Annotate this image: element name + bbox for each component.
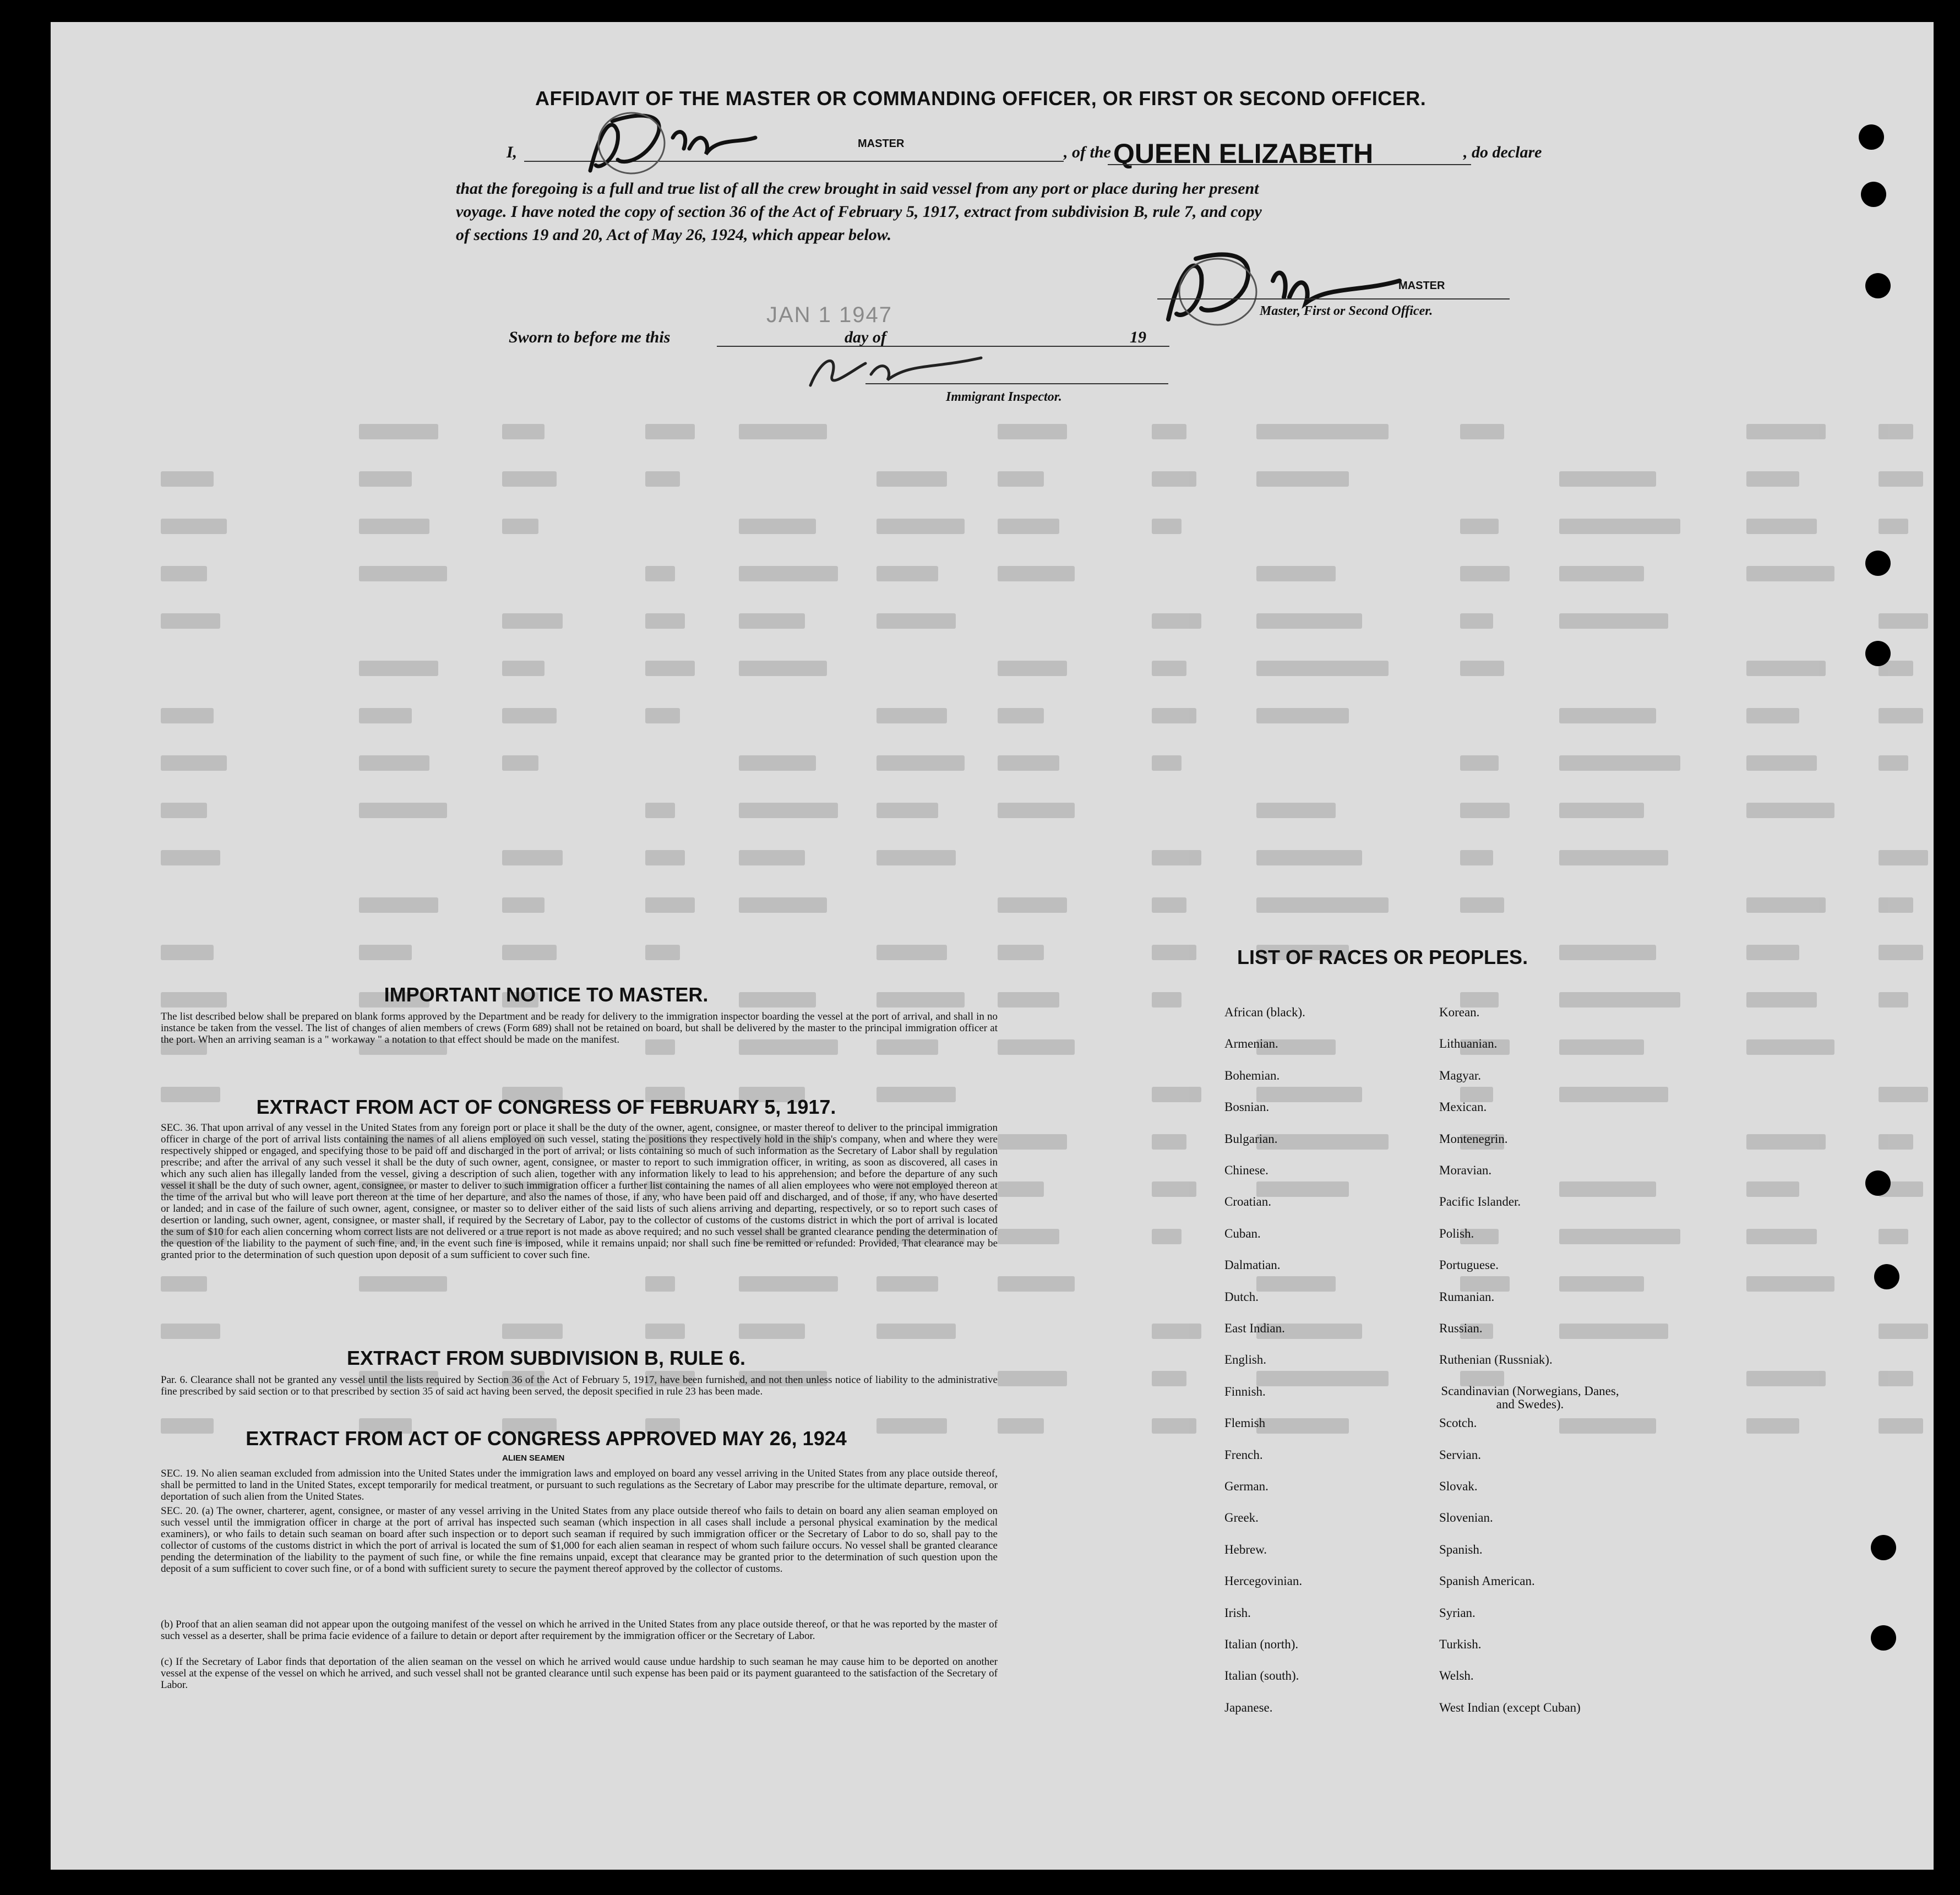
race-item: Spanish. bbox=[1439, 1542, 1483, 1556]
bleed-through-background bbox=[51, 22, 1934, 1870]
extract-1924-sec19: SEC. 19. No alien seaman excluded from admission into the United States under the immigration laws and employed on board any vessel arriving in the United States from any place outside thereof, shall be permitted to land in the United States, except temporarily for medical treatment, or pursuant to such regulations as the Secretary of Labor may prescribe for the ultimate departure, removal, or deportation of such alien from the United States. bbox=[161, 1468, 998, 1502]
race-item: Dalmatian. bbox=[1224, 1258, 1281, 1272]
inspector-signature bbox=[799, 347, 998, 396]
race-item: Russian. bbox=[1439, 1321, 1483, 1335]
race-item: Hercegovinian. bbox=[1224, 1574, 1303, 1588]
races-title: LIST OF RACES OR PEOPLES. bbox=[1237, 946, 1528, 968]
race-item: Polish. bbox=[1439, 1226, 1474, 1240]
race-item: Korean. bbox=[1439, 1005, 1480, 1019]
race-item: Bulgarian. bbox=[1224, 1131, 1278, 1146]
race-item: French. bbox=[1224, 1447, 1263, 1462]
race-item: Chinese. bbox=[1224, 1163, 1268, 1177]
notice-title: IMPORTANT NOTICE TO MASTER. bbox=[384, 983, 709, 1006]
race-item: Rumanian. bbox=[1439, 1289, 1495, 1304]
subdivision-b-body: Par. 6. Clearance shall not be granted any vessel until the lists required by Section 36 of the Act of February 5, 1917, have been furnished, and not then unless notice of liability to the administrative fine prescribed by said section or to that prescribed by section 35 of said act having been served, the deposit specified in rule 23 has been made. bbox=[161, 1374, 998, 1397]
inspector-caption: Immigrant Inspector. bbox=[946, 390, 1062, 404]
race-item: Slovenian. bbox=[1439, 1511, 1493, 1525]
punch-hole bbox=[1861, 182, 1886, 207]
race-item: Ruthenian (Russniak). bbox=[1439, 1353, 1553, 1367]
race-item: Slovak. bbox=[1439, 1479, 1478, 1493]
race-item: Finnish. bbox=[1224, 1384, 1266, 1398]
race-item: West Indian (except Cuban) bbox=[1439, 1700, 1581, 1714]
punch-hole bbox=[1865, 273, 1891, 298]
race-item: Croatian. bbox=[1224, 1195, 1271, 1209]
year-prefix: 19 bbox=[1130, 328, 1146, 346]
punch-hole bbox=[1865, 1170, 1891, 1196]
race-item: Scandinavian (Norwegians, Danes, and Swedes). bbox=[1441, 1384, 1619, 1411]
extract-1924-title: EXTRACT FROM ACT OF CONGRESS APPROVED MAY 26, 1924 bbox=[246, 1427, 847, 1450]
extract-1924-sec20a: SEC. 20. (a) The owner, charterer, agent, consignee, or master of any vessel arriving in the United States from any place outside thereof who fails to detain on board any alien seaman employed on such vessel until the immigration officer in charge at the port of arrival has inspected such seaman (which inspection in all cases shall include a personal physical examination by the medical examiners), or who fails to detain such seaman on board after such inspection or to deport such seaman if required by such immigration officer or the Secretary of Labor to do so, shall pay to the collector of customs of the customs district in which the port of arrival is located the sum of $1,000 for each alien seaman in respect of whom such failure occurs. No vessel shall be granted clearance pending the determination of the liability to the payment of such fine, or while the fine remains unpaid, except that clearance may be granted prior to the determination of such question upon the deposit of a sum sufficient to cover such fine, or of a bond with sufficient surety to secure the payment thereof approved by the collector of customs. bbox=[161, 1505, 998, 1575]
affidavit-title: AFFIDAVIT OF THE MASTER OR COMMANDING OFFICER, OR FIRST OR SECOND OFFICER. bbox=[535, 87, 1427, 110]
race-item: Armenian. bbox=[1224, 1037, 1278, 1051]
race-item: Flemish bbox=[1224, 1416, 1266, 1430]
punch-hole bbox=[1859, 124, 1884, 150]
race-item: Italian (south). bbox=[1224, 1669, 1299, 1683]
master-caption: MASTER bbox=[858, 138, 905, 150]
race-item: Lithuanian. bbox=[1439, 1037, 1498, 1051]
extract-1917-title: EXTRACT FROM ACT OF CONGRESS OF FEBRUARY 5, 1917. bbox=[256, 1096, 836, 1118]
race-item: Syrian. bbox=[1439, 1605, 1476, 1620]
race-item: Portuguese. bbox=[1439, 1258, 1499, 1272]
race-item: Irish. bbox=[1224, 1605, 1251, 1620]
vessel-name-blank bbox=[1108, 164, 1471, 165]
master-signature-top bbox=[579, 105, 766, 193]
punch-hole bbox=[1865, 551, 1891, 576]
day-of-label: day of bbox=[845, 328, 886, 346]
alien-seamen-subtitle: ALIEN SEAMEN bbox=[502, 1453, 565, 1463]
officer-caption: Master, First or Second Officer. bbox=[1260, 304, 1433, 318]
document-page bbox=[51, 22, 1934, 1870]
do-declare-label: , do declare bbox=[1463, 143, 1542, 161]
race-item: Bohemian. bbox=[1224, 1068, 1280, 1082]
punch-hole bbox=[1871, 1535, 1896, 1560]
race-item: Spanish American. bbox=[1439, 1574, 1535, 1588]
race-item: Welsh. bbox=[1439, 1669, 1474, 1683]
race-item: Mexican. bbox=[1439, 1100, 1487, 1114]
punch-hole bbox=[1865, 641, 1891, 666]
sworn-text: Sworn to before me this bbox=[509, 328, 671, 346]
race-item: Cuban. bbox=[1224, 1226, 1261, 1240]
race-item: Turkish. bbox=[1439, 1637, 1482, 1651]
race-item: Scotch. bbox=[1439, 1416, 1477, 1430]
race-item: Pacific Islander. bbox=[1439, 1195, 1521, 1209]
subdivision-b-title: EXTRACT FROM SUBDIVISION B, RULE 6. bbox=[346, 1347, 746, 1369]
punch-hole bbox=[1871, 1625, 1896, 1651]
race-item: German. bbox=[1224, 1479, 1268, 1493]
race-item: Montenegrin. bbox=[1439, 1131, 1508, 1146]
race-item: Magyar. bbox=[1439, 1068, 1482, 1082]
extract-1924-sec20c: (c) If the Secretary of Labor finds that deportation of the alien seaman on the vessel on which he arrived would cause undue hardship to such seaman he may cause him to be deported on another vessel at the expense of the vessel on which he arrived, and such vessel shall not be granted clearance until such expense has been paid or its payment guaranteed to the satisfaction of the Secretary of Labor. bbox=[161, 1656, 998, 1691]
race-item: Dutch. bbox=[1224, 1289, 1259, 1304]
race-item: English. bbox=[1224, 1353, 1267, 1367]
vessel-name: QUEEN ELIZABETH bbox=[1113, 138, 1374, 169]
affidavit-line-3: voyage. I have noted the copy of section 36 of the Act of February 5, 1917, extract from subdivision B, rule 7, and copy bbox=[456, 203, 1262, 221]
date-stamp: JAN 1 1947 bbox=[766, 303, 893, 327]
race-item: Bosnian. bbox=[1224, 1100, 1270, 1114]
race-item: Servian. bbox=[1439, 1447, 1482, 1462]
race-item: Moravian. bbox=[1439, 1163, 1492, 1177]
officer-signature-blank bbox=[1157, 298, 1510, 300]
race-item: Greek. bbox=[1224, 1511, 1259, 1525]
signature-role: MASTER bbox=[1398, 280, 1445, 292]
affidavit-line-2: that the foregoing is a full and true list of all the crew brought in said vessel from any port or place during her present bbox=[456, 179, 1259, 198]
race-item: Italian (north). bbox=[1224, 1637, 1299, 1651]
master-signature-bottom bbox=[1152, 242, 1416, 336]
race-item: Japanese. bbox=[1224, 1700, 1273, 1714]
extract-1924-sec20b: (b) Proof that an alien seaman did not appear upon the outgoing manifest of the vessel on which he arrived in the United States from any place outside thereof, or that he was reported by the master of such vessel as a deserter, shall be prima facie evidence of a failure to detain or deport after requirement by the immigration officer or the Secretary of Labor. bbox=[161, 1619, 998, 1642]
affidavit-line-4: of sections 19 and 20, Act of May 26, 1924, which appear below. bbox=[456, 226, 892, 244]
of-the-label: , of the bbox=[1064, 143, 1111, 161]
inspector-signature-blank bbox=[865, 383, 1168, 384]
punch-hole bbox=[1874, 1264, 1899, 1289]
affidavit-i-label: I, bbox=[507, 143, 518, 161]
notice-body: The list described below shall be prepared on blank forms approved by the Department and be ready for delivery to the immigration inspector boarding the vessel at the port of arrival, and shall in no instance be taken from the vessel. The list of changes of alien members of crews (Form 689) shall not be retained on board, but shall be delivered by the master to the principal immigration officer at the port. When an arriving seaman is a " workaway " a notation to that effect should be made on the manifest. bbox=[161, 1011, 998, 1045]
race-item: African (black). bbox=[1224, 1005, 1305, 1019]
race-item: East Indian. bbox=[1224, 1321, 1285, 1335]
race-item: Hebrew. bbox=[1224, 1542, 1267, 1556]
extract-1917-body: SEC. 36. That upon arrival of any vessel in the United States from any foreign port or place it shall be the duty of the owner, agent, consignee, or master thereof to deliver to the principal immigration officer in charge of the port of arrival lists containing the names of all aliens employed on such vessel, stating the positions they respectively hold in the ship's company, when and where they were respectively shipped or engaged, and specifying those to be paid off and discharged in the port of arrival; or lists containing so much of such information as the Secretary of Labor shall by regulation prescribe; and after the arrival of any such vessel it shall be the duty of such owner, agent, consignee, or master to report to such immigration officer, in writing, as soon as discovered, all cases in which any such alien has illegally landed from the vessel, giving a description of such alien, together with any information likely to lead to his apprehension; and before the departure of any such vessel it shall be the duty of such owner, agent, consignee, or master to deliver to such immigration officer a further list containing the names of all alien employees who were not employed thereon at the time of the arrival but who will leave port thereon at the time of her departure, and also the names of those, if any, who have been paid off and discharged, and of those, if any, who have deserted or landed; and in case of the failure of such owner, agent, consignee, or master so to deliver either of the said lists of such aliens arriving and departing, respectively, or so to report such cases of desertion or landing, such owner, agent, consignee, or master shall, if required by the Secretary of Labor, pay to the collector of customs of the customs district in which the port of arrival is located the sum of $10 for each alien concerning whom correct lists are not delivered or a true report is not made as above required; and no such vessel shall be granted clearance pending the determination of the question of the liability to the payment of such fine, and, in the event such fine is imposed, while it remains unpaid; nor shall such fine be remitted or refunded: Provided, That clearance may be granted prior to the determination of such question upon deposit of a sum sufficient to cover such fine. bbox=[161, 1122, 998, 1261]
